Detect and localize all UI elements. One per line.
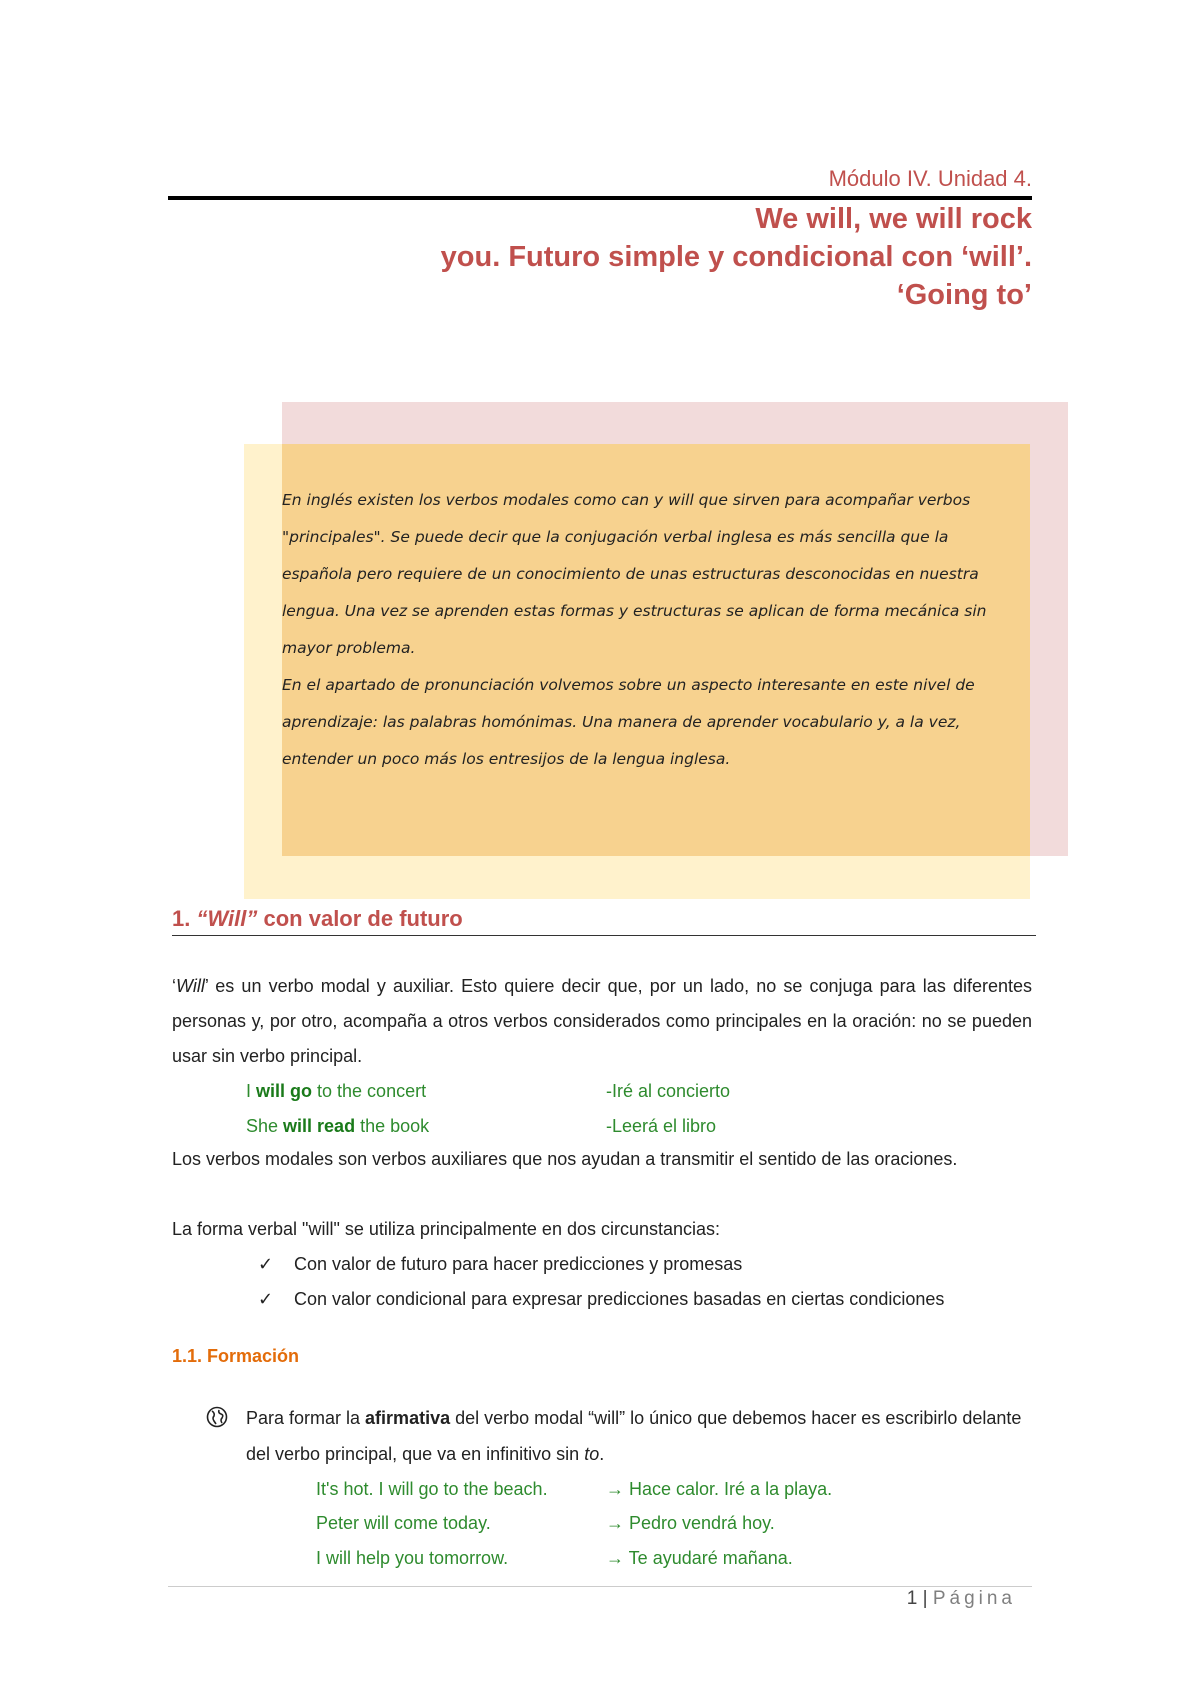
section-heading-rule <box>172 935 1036 936</box>
check-mark-icon: ✓ <box>258 1289 274 1309</box>
globe-icon <box>206 1406 228 1428</box>
section-heading: 1. “Will” con valor de futuro <box>172 906 463 931</box>
example-sentence: It's hot. I will go to the beach. <box>316 1479 548 1499</box>
check-mark-icon: ✓ <box>258 1254 274 1274</box>
example-sentence: I will go to the concert <box>246 1081 427 1101</box>
paragraph: La forma verbal "will" se utiliza principalmente en dos circunstancias: <box>172 1219 721 1239</box>
check-item: ✓ Con valor condicional para expresar predicciones basadas en ciertas condiciones <box>258 1282 944 1317</box>
footer-rule <box>168 1586 1032 1587</box>
intro-text <box>282 482 1022 778</box>
title-line: We will, we will rock <box>755 203 1032 235</box>
page-footer: 1 | Página <box>906 1588 1016 1609</box>
example-translation: -Iré al concierto <box>606 1081 731 1101</box>
check-item: ✓ Con valor de futuro para hacer predicciones y promesas <box>258 1247 742 1282</box>
title-line: you. Futuro simple y condicional con ‘will’. <box>440 241 1032 273</box>
page-label: Página <box>932 1588 1016 1609</box>
example-sentence: Peter will come today. <box>316 1513 491 1533</box>
example-sentence: I will help you tomorrow. <box>316 1548 509 1568</box>
example-translation: -Leerá el libro <box>606 1116 717 1136</box>
module-label: Módulo IV. Unidad 4. <box>828 166 1032 191</box>
page-title <box>168 200 1032 314</box>
example-translation: → Te ayudaré mañana. <box>606 1548 793 1568</box>
intro-paragraph: En el apartado de pronunciación volvemos sobre un aspecto interesante en este nivel de aprendizaje: las palabras homónimas. Una manera de aprender vocabulario y, a la vez, entender un poco más los entresijos de la lengua inglesa. <box>282 676 975 768</box>
intro-paragraph: En inglés existen los verbos modales como can y will que sirven para acompañar verbos "principales". Se puede decir que la conjugación verbal inglesa es más sencilla que la española pero requiere de un conocimiento de unas estructuras desconocidas en nuestra lengua. Una vez se aprenden estas formas y estructuras se aplican de forma mecánica sin mayor problema. <box>282 491 987 657</box>
subsection-heading: 1.1. Formación <box>172 1346 300 1366</box>
section-heading-will: “Will” <box>196 906 258 931</box>
paragraph: Los verbos modales son verbos auxiliares que nos ayudan a transmitir el sentido de las oraciones. <box>172 1149 958 1169</box>
example-sentence: She will read the book <box>246 1116 430 1136</box>
paragraph: ‘Will’ es un verbo modal y auxiliar. Esto quiere decir que, por un lado, no se conjuga para las diferentes personas y, por otro, acompaña a otros verbos considerados como principales en la oración: no se pueden usar sin verbo principal. <box>172 976 1032 1066</box>
title-line: ‘Going to’ <box>896 279 1032 311</box>
page-number: 1 <box>906 1588 918 1609</box>
document-page: Módulo IV. Unidad 4. We will, we will rock you. Futuro simple y condicional con ‘will’. ‘Going to’ En inglés existen los verbos modales como can y will que sirven para acompañar verbos "principales". Se puede decir que la conjugación verbal inglesa es más sencilla que la española pero requiere de un conocimiento de unas estructuras desconocidas en nuestra lengua. Una vez se aprenden estas formas y estructuras se aplican de forma mecánica sin mayor problema. En el apartado de pronunciación volvemos sobre un aspecto interesante en este nivel de aprendizaje: las palabras homónimas. Una manera de aprender vocabulario y, a la vez, entender un poco más los entresijos de la lengua inglesa. 1. “Will” con valor de futuro ‘Will’ es un verbo modal y auxiliar. Esto quiere decir que, por un lado, no se conjuga para las diferentes personas y, por otro, acompaña a otros verbos considerados como principales en la oración: no se pueden usar sin verbo principal. I will go to the concert -Iré al concierto She will read the book -Leerá el libro Los verbos modales son verbos auxiliares que nos ayudan a transmitir el sentido de las oraciones. La forma verbal "will" se utiliza principalmente en dos circunstancias: ✓ Con valor de futuro para hacer predicciones y promesas ✓ Con valor condicional para expresar predicciones basadas en ciertas condiciones 1.1. Formación Para formar la afirmativa del verbo modal “will” lo único que debemos hacer es escribirlo delante del verbo principal, que va en infinitivo sin to. It's hot. I will go to the beach. → Hace calor. Iré a la playa. Peter will come today. → Pedro vendrá hoy. I will help you tomorrow. → Te ayudaré mañana. 1 | Página <box>0 0 1200 1696</box>
example-translation: → Pedro vendrá hoy. <box>606 1513 775 1533</box>
term-will: Will <box>176 976 205 996</box>
example-translation: → Hace calor. Iré a la playa. <box>606 1479 833 1499</box>
